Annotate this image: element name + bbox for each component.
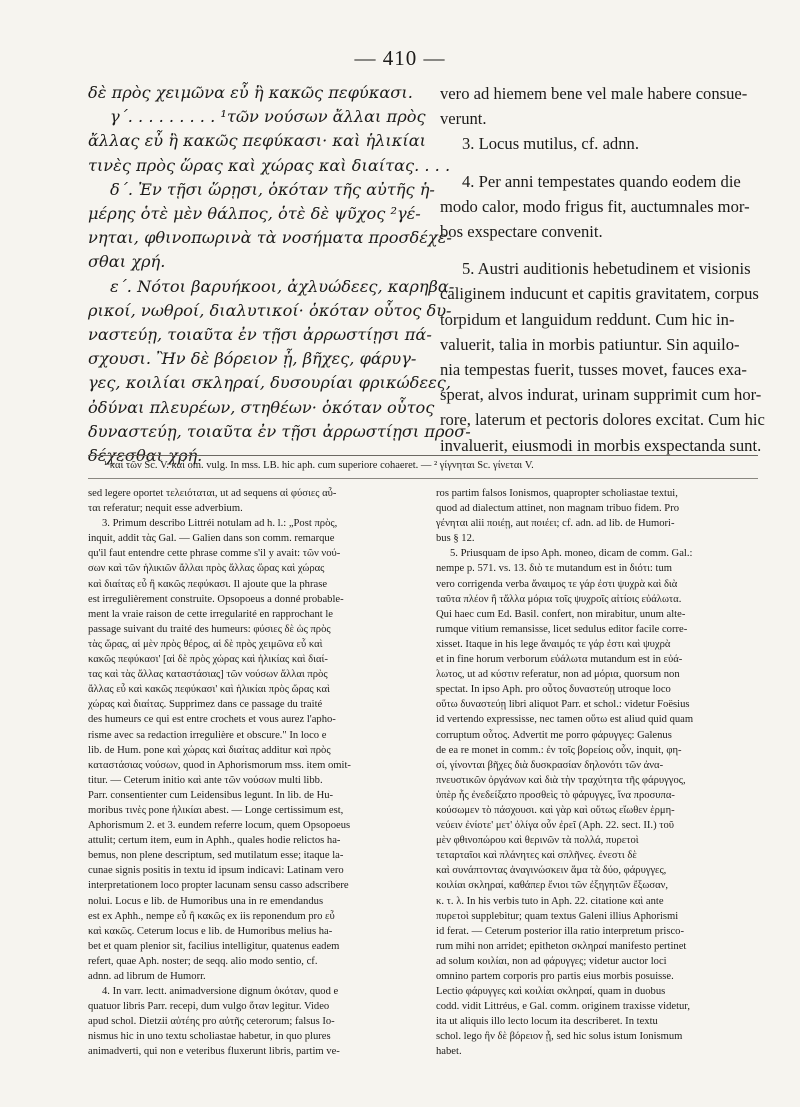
greek-text-line: ρικοί, νωθροί, διαλυτικοί· ὁκόταν οὗτος δυ- xyxy=(88,300,452,320)
latin-text-line: 5. Austri auditionis hebetudinem et visionis xyxy=(462,259,751,279)
commentary-left-line: nolui. Locus e lib. de Humoribus una in re emendandus xyxy=(88,895,324,907)
commentary-right-line: id vertendo expressisse, nec tamen οὕτω est aliud quid quam xyxy=(436,714,694,726)
commentary-left-column xyxy=(88,486,418,1060)
greek-text-line: τινὲς πρὸς ὥρας καὶ χώρας καὶ διαίτας. . . . xyxy=(88,155,451,175)
greek-text-line: ἄλλας εὖ ἢ κακῶς πεφύκασι· καὶ ἡλικίαι xyxy=(88,131,427,151)
commentary-left-line: cunae signis positis in textu id ipsum indicavi: Latinam vero xyxy=(88,865,344,877)
commentary-left-line: est irregulièrement construite. Opsopoeus a donné probable- xyxy=(88,593,344,605)
latin-text-line: bos exspectare convenit. xyxy=(440,222,603,242)
commentary-right-line: rumque vitium remansisse, licet sedulus editor facile corre- xyxy=(436,623,688,635)
commentary-right-line: bus § 12. xyxy=(436,533,475,545)
commentary-right-line: κ. τ. λ. In his verbis tuto in Aph. 22. citatione καὶ ante xyxy=(436,895,664,907)
latin-text-line: 3. Locus mutilus, cf. adnn. xyxy=(462,134,639,154)
commentary-left-line: bemus, non plene descriptum, sed mutilatum esse; itaque la- xyxy=(88,850,344,862)
latin-text-line xyxy=(440,244,758,256)
commentary-left-line: ται referatur; nequit esse adverbium. xyxy=(88,503,243,515)
page-number: — 410 — xyxy=(354,46,446,70)
footnote-divider xyxy=(88,455,758,456)
commentary-right-line: id ferat. — Ceterum posterior illa ratio interpretum prisco- xyxy=(436,925,684,937)
commentary-right-line: corruptum οὗτος. Advertit me porro φάρυγγες: Galenus xyxy=(436,729,672,741)
commentary-left-line: lib. de Hum. pone καὶ χώρας καὶ διαίτας additur καὶ πρὸς xyxy=(88,744,331,756)
commentary-left-line: τὰς ὥρας, αἱ μὲν πρὸς θέρος, αἱ δὲ πρὸς χειμῶνα εὖ καὶ xyxy=(88,638,323,650)
commentary-right-line: codd. vidit Littréus, e Gal. comm. originem traxisse videtur, xyxy=(436,1001,691,1013)
commentary-left-line: titur. — Ceterum initio καὶ ante τῶν νούσων multi libb. xyxy=(88,774,323,786)
commentary-left-line: interpretationem loco propter lacunam sensu casso adscribere xyxy=(88,880,349,892)
commentary-right-line: ὑπὲρ ἧς ἐνεδείξατο προσθεὶς τὸ φάρυγγες, ἵνα προσυπα- xyxy=(436,789,675,801)
commentary-left-line: καὶ διαίτας εὖ ἢ κακῶς πεφύκασι. Il ajoute que la phrase xyxy=(88,578,328,590)
latin-translation-column xyxy=(440,81,765,458)
greek-text-line: σθαι χρή. xyxy=(88,252,166,272)
commentary-left-line: des humeurs ce qui est entre crochets et vous aurez l'apho- xyxy=(88,714,336,726)
commentary-right-line: οὕτω δυναστεύῃ libri aliquot Parr. et schol.: videtur Foësius xyxy=(436,699,690,711)
commentary-right-line: γένηται alii ποιέῃ, aut ποιέει; cf. adn. ad lib. de Humori- xyxy=(436,518,675,530)
greek-text-line: δὲ πρὸς χειμῶνα εὖ ἢ κακῶς πεφύκασι. xyxy=(88,83,413,102)
commentary-right-line: σί, γίνονται βῆχες διὰ δυσκρασίαν δηλονότι τῶν ἀνα- xyxy=(436,759,664,771)
commentary-right-line: ad solum κοιλίαι, non ad φάρυγγες; videtur auctor loci xyxy=(436,955,667,967)
commentary-left-line: nismus hic in uno textu scholiastae habetur, in quo plures xyxy=(88,1031,331,1043)
greek-text-line: μέρης ὁτὲ μὲν θάλπος, ὁτὲ δὲ ψῦχος ²γέ- xyxy=(88,204,421,224)
commentary-right-line: de ea re monet in comm.: ἐν τοῖς βορείοις οὖν, inquit, φη- xyxy=(436,744,682,756)
latin-text-line: modo calor, modo frigus fit, auctumnales mor- xyxy=(440,196,750,216)
commentary-right-line: καὶ συνάπτοντας ἀναγινώσκειν ἅμα τὰ δύο, φάρυγγες, xyxy=(436,865,667,877)
commentary-right-line: schol. lego ἢν δὲ βόρειον ᾖ, sed hic solus istum Ionismum xyxy=(436,1031,683,1043)
commentary-right-line: et in fine horum verborum εὐάλωτα mutandum est in εὐά- xyxy=(436,654,683,666)
latin-text-line: invaluerit, eiusmodi in morbis exspectanda sunt. xyxy=(440,435,762,455)
greek-text-line: δέχεσθαι χρή. xyxy=(88,446,203,466)
commentary-right-line: μὲν φθινοπώρου καὶ θερινῶν τὰ πολλά, πυρετοὶ xyxy=(436,835,639,847)
commentary-left-line: moribus τινὲς pone ἡλικίαι abest. — Longe certissimum est, xyxy=(88,804,344,816)
latin-text-line: nia tempestas fuerit, tusses movet, fauces exa- xyxy=(440,360,747,380)
commentary-left-line: χώρας καὶ διαίτας. Supprimez dans ce passage du traité xyxy=(88,699,323,711)
latin-text-line: rore, laterum et pectoris dolores excitat. Cum hic xyxy=(440,410,765,430)
commentary-right-line: 5. Priusquam de ipso Aph. moneo, dicam de comm. Gal.: xyxy=(450,548,693,560)
latin-text-line xyxy=(440,157,758,169)
commentary-right-line: vero corrigenda verba ἄναιμος τε γάρ ἐστι ψυχρὰ καὶ διὰ xyxy=(436,578,678,590)
greek-text-line: ναστεύῃ, τοιαῦτα ἐν τῇσι ἀρρωστίῃσι πά- xyxy=(88,325,432,345)
commentary-right-line: τεταρταῖοι καὶ πλάνητες καὶ σπλῆνες. ἐνεστι δὲ xyxy=(436,850,637,862)
greek-text-line: δυναστεύῃ, τοιαῦτα ἐν τῇσι ἀρρωστίῃσι προσ- xyxy=(88,421,471,441)
greek-text-line: δ΄. Ἐν τῇσι ὥρῃσι, ὁκόταν τῆς αὐτῆς ἡ- xyxy=(110,179,435,199)
greek-text-line: σχουσι. Ἢν δὲ βόρειον ᾖ, βῆχες, φάρυγ- xyxy=(88,349,417,369)
latin-text-line: vero ad hiemem bene vel male habere consue- xyxy=(440,84,748,103)
commentary-left-line: κακῶς πεφύκασι' [αἱ δὲ πρὸς χώρας καὶ ἡλικίας καὶ διαί- xyxy=(88,654,328,666)
commentary-left-line: qu'il faut entendre cette phrase comme s'il y avait: τῶν νού- xyxy=(88,548,341,560)
commentary-right-line: κοιλίαι σκληραί, καθάπερ ἔνιοι τῶν ἐξηγητῶν ἔξωσαν, xyxy=(436,880,669,892)
commentary-left-line: animadverti, qui non e veteribus fluxerunt libris, partim ve- xyxy=(88,1046,340,1058)
latin-text-line: verunt. xyxy=(440,109,487,129)
commentary-left-line: est ex Aphh., nempe εὖ ἢ κακῶς ex iis reponendum pro εὖ xyxy=(88,910,335,922)
commentary-right-line: nempe p. 571. vs. 13. διὸ τε mutandum est in διότι: tum xyxy=(436,563,673,575)
greek-text-line: γες, κοιλίαι σκληραί, δυσουρίαι φρικώδεες, xyxy=(88,373,452,393)
commentary-left-line: passage suivant du traité des humeurs: φύσιες δὲ ὡς πρὸς xyxy=(88,623,331,635)
latin-text-line: sperat, alvos indurat, urinam supprimit cum hor- xyxy=(440,385,762,405)
commentary-left-line: σων καὶ τῶν ἡλικιῶν ἄλλαι πρὸς ἄλλας ὥρας καὶ χώρας xyxy=(88,563,325,575)
commentary-right-line: λωτος, ut ad κύστιν referatur, non ad μόρια, quorsum non xyxy=(436,669,680,681)
commentary-left-line: ment la vraie raison de cette irregularité en rapprochant le xyxy=(88,608,334,620)
commentary-left-line: τας καὶ τὰς ἄλλας καταστάσιας] τῶν νούσων ἄλλαι πρὸς xyxy=(88,669,328,681)
commentary-right-line: νεύειν ἐνίοτε' μετ' ὀλίγα οὖν ἐρεῖ (Aph. 22. sect. II.) τοῦ xyxy=(436,820,675,832)
commentary-right-line: habet. xyxy=(436,1046,462,1058)
commentary-right-column xyxy=(436,486,758,1060)
commentary-left-line: καταστάσιας νούσων, quod in Aphorismorum mss. item omit- xyxy=(88,759,351,771)
commentary-divider xyxy=(88,478,758,479)
commentary-left-line: 3. Primum describo Littréi notulam ad h. l.: „Post πρὸς, xyxy=(102,518,338,530)
commentary-right-line: κούσωμεν τὸ πάσχουσι. καὶ γὰρ καὶ οὕτως εἴωθεν ἑρμη- xyxy=(436,804,675,816)
commentary-left-line: sed legere oportet τελειόταται, ut ad sequens αἱ φύσιες αὖ- xyxy=(88,488,337,499)
greek-text-line: νηται, φθινοπωρινὰ τὰ νοσήματα προσδέχε- xyxy=(88,228,452,248)
commentary-right-line: xisset. Itaque in his lege ἄναιμός τε γάρ ἐστι καὶ ψυχρὰ xyxy=(436,638,671,650)
latin-text-line: 4. Per anni tempestates quando eodem die xyxy=(462,171,741,191)
commentary-left-line: Aphorismum 2. et 3. eundem referre locum, quem Opsopoeus xyxy=(88,820,351,832)
commentary-right-line: πνευστικῶν ὀργάνων καὶ διὰ τὴν τραχύτητα τῆς φάρυγγος, xyxy=(436,774,686,786)
commentary-left-line: attulit; certum item, eum in Aphh., quales hodie relictos ha- xyxy=(88,835,341,847)
commentary-right-line: ταῦτα πλέον ἢ τἄλλα μόρια τοῖς ψυχροῖς αἰτίοις εὐάλωτα. xyxy=(436,593,682,605)
commentary-right-line: Lectio φάρυγγες καὶ κοιλίαι σκληραί, quam in duobus xyxy=(436,986,666,998)
commentary-right-line: πυρετοὶ supplebitur; quam textus Galeni illius Aphorismi xyxy=(436,910,679,922)
footnote: ¹ καὶ τῶν Sc. V. καί om. vulg. In mss. LB. hic aph. cum superiore cohaeret. — ² γίγνηται Sc. γίνεται V. xyxy=(104,460,534,471)
commentary-right-line: Qui haec cum Ed. Basil. confert, non mirabitur, unum alte- xyxy=(436,608,686,620)
latin-text-line: valuerit, talia in morbis patiuntur. Sin aquilo- xyxy=(440,334,740,354)
commentary-left-line: quatuor libris Parr. recepi, dum vulgo ὅταν legitur. Video xyxy=(88,1001,330,1013)
commentary-left-line: bet et quam plenior sit, facilius intelligitur, quatenus eadem xyxy=(88,940,340,952)
latin-text-line: torpidum et languidum reddunt. Cum hic in- xyxy=(440,309,735,329)
commentary-left-line: καὶ κακῶς. Ceterum locus e lib. de Humoribus melius ha- xyxy=(88,925,333,937)
commentary-left-line: inquit, addit τὰς Gal. — Galien dans son comm. remarque xyxy=(88,533,335,545)
commentary-right-line: ita ut aliquis illo lecto locum ita describeret. In textu xyxy=(436,1016,658,1028)
greek-text-line: ε΄. Νότοι βαρυήκοοι, ἀχλυώδεες, καρηβα- xyxy=(110,276,455,296)
commentary-right-line: spectat. In ipso Aph. pro οὗτος δυναστεύῃ utroque loco xyxy=(436,684,671,696)
commentary-left-line: adnn. ad librum de Humorr. xyxy=(88,971,206,982)
commentary-right-line: quod ad dialectum attinet, non magnam tribuo fidem. Pro xyxy=(436,503,680,515)
latin-text-line: caliginem inducunt et capitis gravitatem, corpus xyxy=(440,284,759,304)
greek-text-line: γ΄. . . . . . . . . ¹τῶν νούσων ἄλλαι πρὸς xyxy=(110,107,426,127)
greek-text-line: ὀδύναι πλευρέων, στηθέων· ὁκόταν οὗτος xyxy=(88,397,435,417)
commentary-left-line: 4. In varr. lectt. animadversione dignum ὁκόταν, quod e xyxy=(102,986,339,998)
commentary-left-line: risme avec sa redaction irregulière et obscure." In loco e xyxy=(88,729,327,741)
commentary-right-line: rum mihi non arridet; epitheton σκληραί manifesto pertinet xyxy=(436,940,687,952)
commentary-right-line: omnino partem corporis pro partis eius morbis posuisse. xyxy=(436,971,674,982)
commentary-left-line: ἄλλας εὖ καὶ κακῶς πεφύκασι' καὶ ἡλικίαι πρὸς ὥρας καὶ xyxy=(88,684,330,696)
commentary-left-line: refert, quae Aph. noster; de seqq. alio modo sentio, cf. xyxy=(88,955,318,967)
commentary-left-line: apud schol. Dietzii αὐτέης pro αὐτῆς ceterorum; falsus Io- xyxy=(88,1016,335,1028)
commentary-right-line: ros partim falsos Ionismos, quapropter scholiastae textui, xyxy=(436,488,678,499)
commentary-left-line: Parr. consentienter cum Leidensibus legunt. In lib. de Hu- xyxy=(88,789,334,801)
